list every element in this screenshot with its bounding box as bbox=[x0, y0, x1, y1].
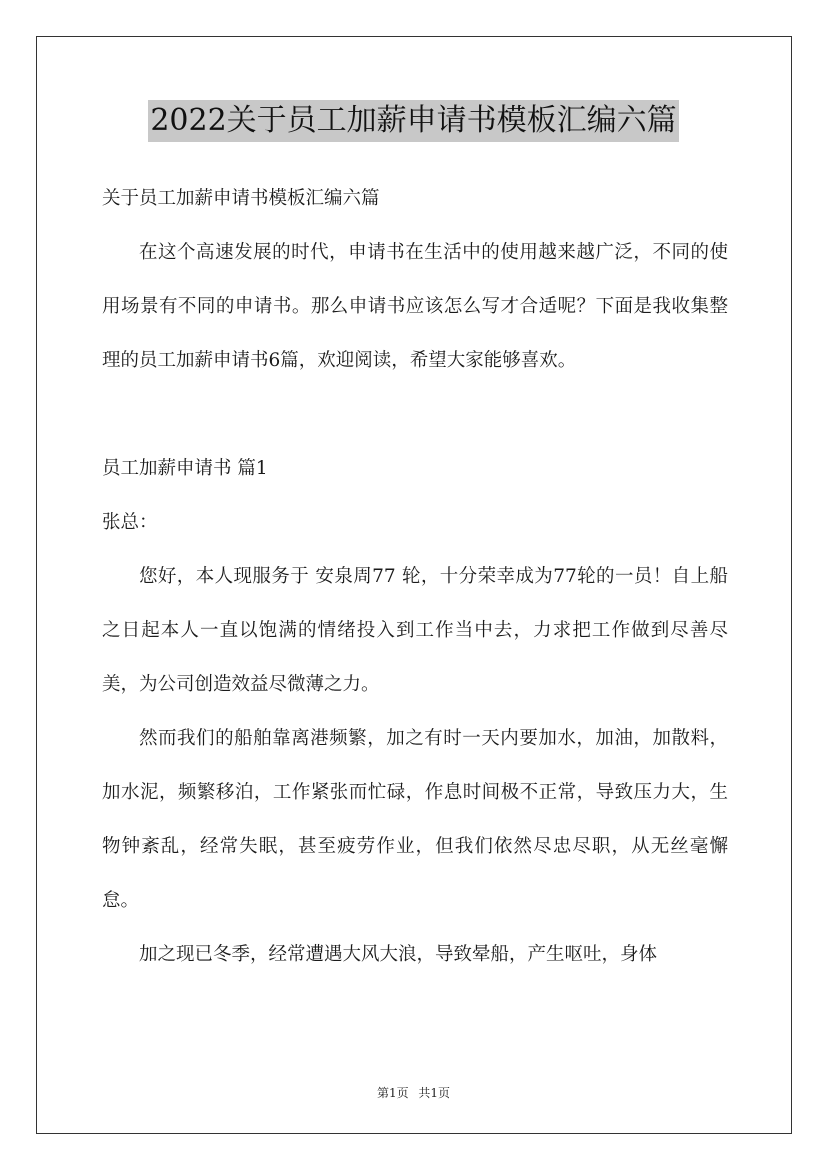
blank-line bbox=[102, 388, 728, 442]
body-paragraph-2: 然而我们的船舶靠离港频繁，加之有时一天内要加水，加油，加散料，加水泥，频繁移泊，工作紧张而忙碌，作息时间极不正常，导致压力大，生物钟紊乱，经常失眠，甚至疲劳作业，但我们依然尽忠尽职，从无丝毫懈怠。 bbox=[102, 728, 728, 911]
body-paragraph-3: 加之现已冬季，经常遭遇大风大浪，导致晕船，产生呕吐，身体 bbox=[139, 944, 658, 965]
page-number-current: 第1页 bbox=[376, 1086, 409, 1100]
title-wrap bbox=[0, 100, 827, 142]
document-subtitle: 关于员工加薪申请书模板汇编六篇 bbox=[102, 188, 380, 209]
intro-paragraph: 在这个高速发展的时代，申请书在生活中的使用越来越广泛，不同的使用场景有不同的申请书。那么申请书应该怎么写才合适呢？下面是我收集整理的员工加薪申请书6篇，欢迎阅读，希望大家能够喜欢。 bbox=[102, 242, 728, 371]
document-body bbox=[102, 172, 728, 982]
document-title: 2022关于员工加薪申请书模板汇编六篇 bbox=[148, 100, 678, 142]
salutation: 张总： bbox=[102, 512, 158, 533]
body-paragraph-1: 您好，本人现服务于 安泉周77 轮，十分荣幸成为77轮的一员！自上船之日起本人一直以饱满的情绪投入到工作当中去，力求把工作做到尽善尽美，为公司创造效益尽微薄之力。 bbox=[102, 566, 728, 695]
page-number-total: 共1页 bbox=[418, 1086, 451, 1100]
section-heading: 员工加薪申请书 篇1 bbox=[102, 458, 268, 479]
page-footer bbox=[0, 1084, 827, 1101]
